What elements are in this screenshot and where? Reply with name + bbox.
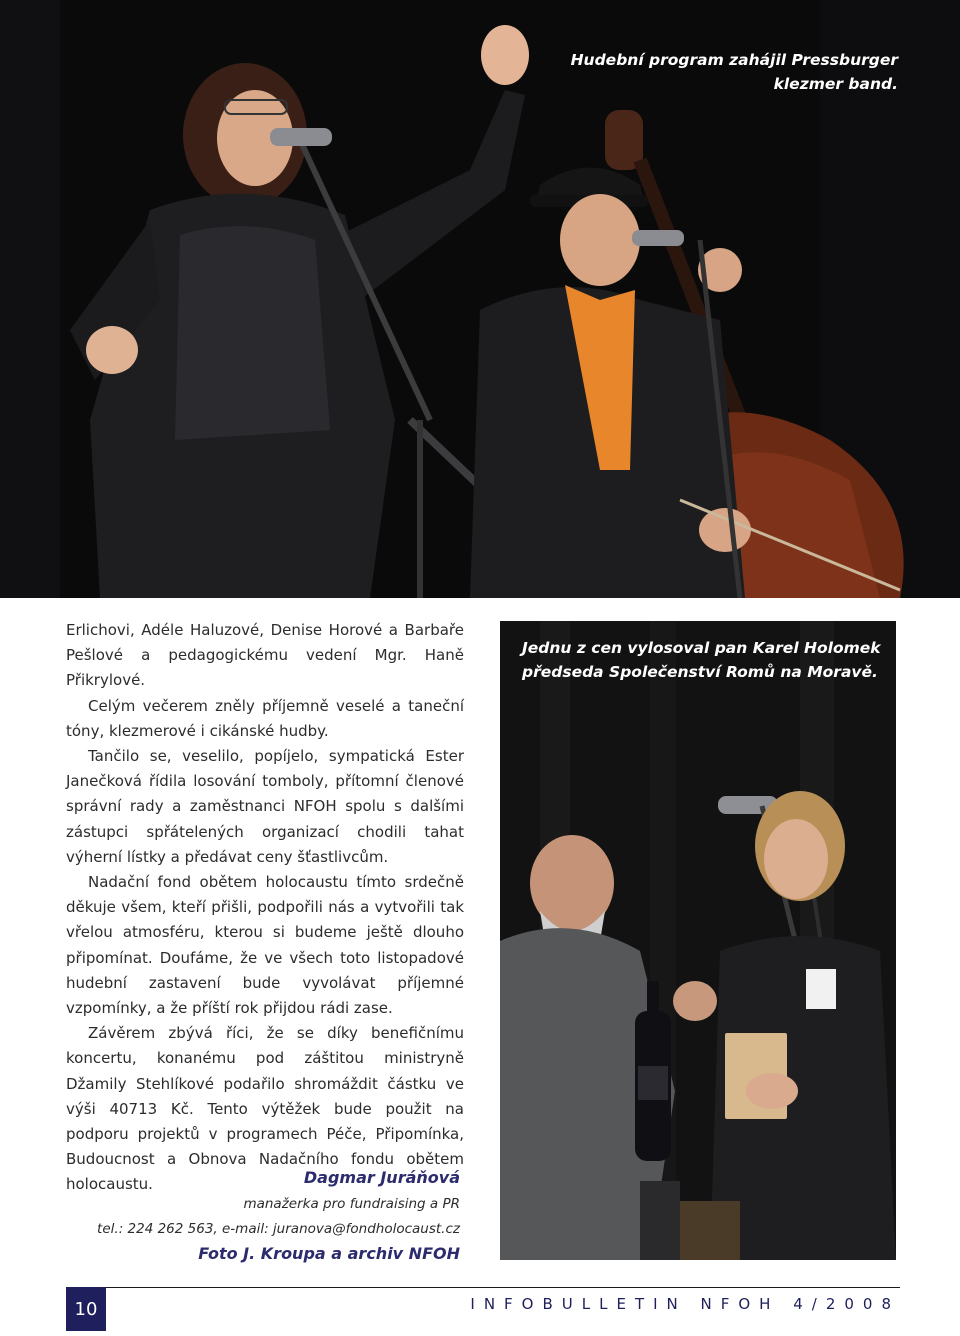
author-role: manažerka pro fundraising a PR bbox=[243, 1196, 460, 1212]
raffle-illustration bbox=[500, 621, 896, 1260]
author-contact: tel.: 224 262 563, e-mail: juranova@fondholocaust.cz bbox=[97, 1221, 460, 1237]
top-photo-caption: Hudební program zahájil Pressburger klezmer band. bbox=[570, 51, 898, 93]
right-photo bbox=[500, 621, 896, 1260]
article-paragraph: Celým večerem zněly příjemně veselé a taneční tóny, klezmerové i cikánské hudby. bbox=[66, 696, 464, 740]
article-paragraph: Tančilo se, veselilo, popíjelo, sympatická Ester Janečková řídila losování tomboly, přítomní členové správní rady a zaměstnanci NFOH spolu s dalšími zástupci spřátelených organizací chodili tahat výherní lístky a předávat ceny šťastlivcům. bbox=[66, 747, 464, 866]
author-name: Dagmar Juráňová bbox=[303, 1168, 460, 1187]
right-photo-caption: Jednu z cen vylosoval pan Karel Holomek předseda Společenství Romů na Moravě. bbox=[522, 639, 881, 681]
page-number: 10 bbox=[66, 1287, 106, 1331]
article-body bbox=[66, 618, 464, 1198]
article-paragraph: Erlichovi, Adéle Haluzové, Denise Horové a Barbaře Pešlové a pedagogickému vedení Mgr. Haně Přikrylové. bbox=[66, 621, 464, 690]
footer-divider bbox=[66, 1287, 900, 1288]
footer-publication-title: INFOBULLETIN NFOH 4/2008 bbox=[470, 1295, 900, 1313]
article-paragraph: Nadační fond obětem holocaustu tímto srdečně děkuje všem, kteří přišli, podpořili nás a vytvořili tak vřelou atmosféru, kterou si budeme ještě dlouho připomínat. Doufáme, že ve všech toto listopadové hudební zastavení bude vyvolávat příjemné vzpomínky, a že příští rok přijdou rádi zase. bbox=[66, 873, 464, 1018]
photo-credit: Foto J. Kroupa a archiv NFOH bbox=[198, 1244, 460, 1263]
article-paragraph: Závěrem zbývá říci, že se díky benefičnímu koncertu, konanému pod záštitou ministryně Džamily Stehlíkové podařilo shromáždit částku ve výši 40713 Kč. Tento výtěžek bude použit na podporu projektů v programech Péče, Připomínka, Budoucnost a Obnova Nadačního fondu obětem holocaustu. bbox=[66, 1024, 464, 1194]
